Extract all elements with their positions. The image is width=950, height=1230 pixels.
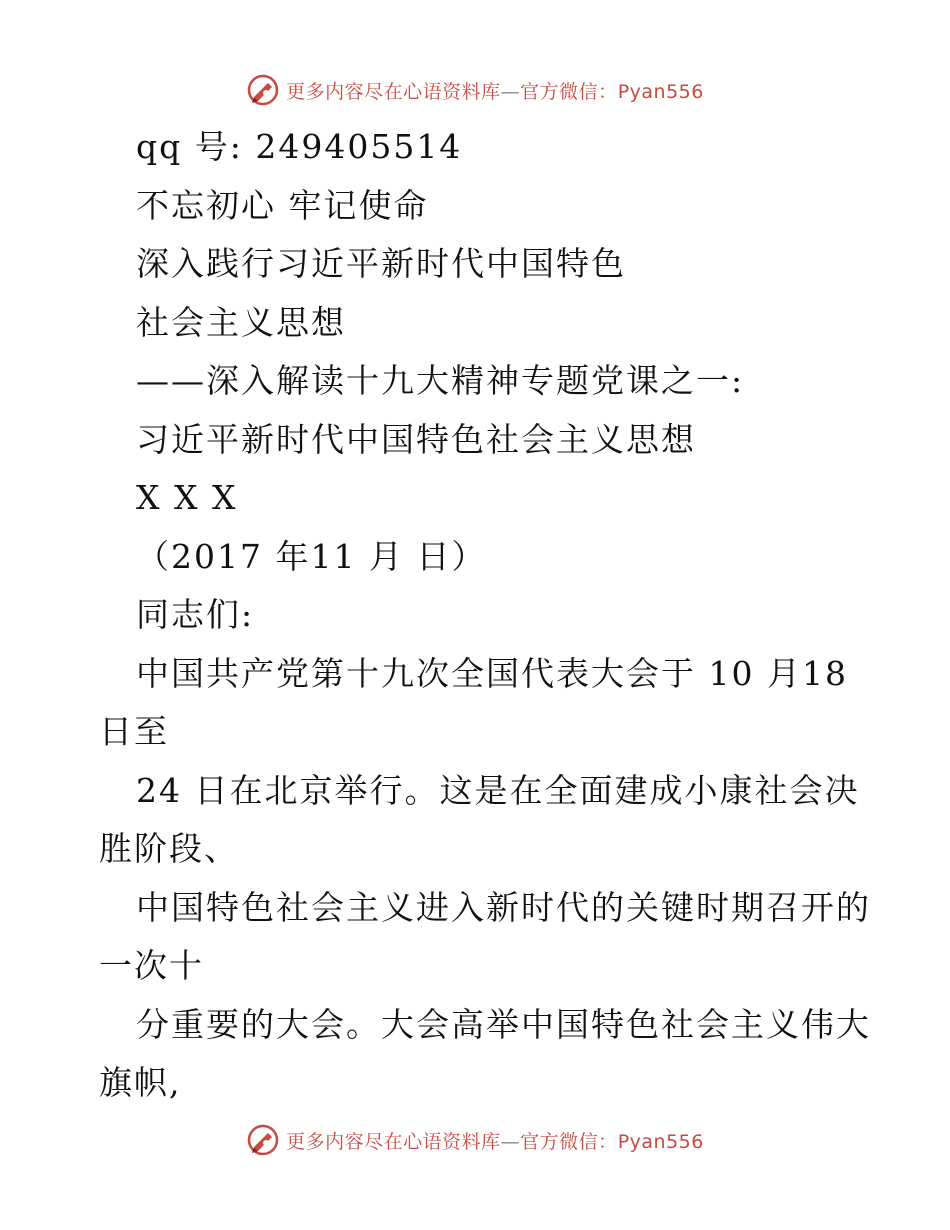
paragraph-line: 中国共产党第十九次全国代表大会于 10 月18 — [136, 653, 848, 693]
footer-banner-handle: Pyan556 — [617, 1130, 704, 1153]
footer-banner-inner — [246, 1123, 704, 1157]
header-banner — [0, 72, 950, 108]
footer-banner — [0, 1122, 950, 1158]
paragraph-line: 中国特色社会主义进入新时代的关键时期召开的 — [136, 887, 871, 927]
paragraph-line: 分重要的大会。大会高举中国特色社会主义伟大 — [136, 1004, 871, 1044]
pen-logo-icon — [246, 73, 280, 107]
salutation-line: 同志们: — [136, 595, 255, 634]
paragraph-line: 日至 — [99, 712, 169, 751]
paragraph-line: 胜阶段、 — [99, 829, 239, 868]
footer-banner-text — [286, 1127, 704, 1154]
subtitle-line-2: 习近平新时代中国特色社会主义思想 — [136, 419, 696, 459]
header-banner-dash: — — [500, 80, 521, 103]
title-line-2: 社会主义思想 — [136, 302, 346, 342]
footer-banner-dash: — — [500, 1130, 521, 1153]
slogan-line: 不忘初心 牢记使命 — [136, 185, 429, 225]
header-banner-handle: Pyan556 — [617, 80, 704, 103]
author-line: X X X — [136, 478, 238, 517]
footer-banner-prefix: 更多内容尽在心语资料库 — [286, 1130, 501, 1153]
header-banner-prefix: 更多内容尽在心语资料库 — [286, 80, 501, 103]
qq-line: qq 号: 249405514 — [136, 127, 463, 166]
paragraph-line: 一次十 — [99, 946, 204, 985]
paragraph-line: 旗帜, — [99, 1063, 182, 1102]
document-body — [0, 118, 950, 1113]
date-line: （2017 年11 月 日） — [136, 536, 487, 576]
header-banner-text — [286, 77, 704, 104]
title-line-1: 深入践行习近平新时代中国特色 — [136, 244, 626, 283]
paragraph-line: 24 日在北京举行。这是在全面建成小康社会决 — [136, 770, 860, 810]
footer-banner-label: 官方微信： — [520, 1130, 618, 1153]
subtitle-line: ——深入解读十九大精神专题党课之一: — [136, 361, 745, 400]
header-banner-inner — [246, 73, 704, 107]
pen-logo-icon — [246, 1123, 280, 1157]
header-banner-label: 官方微信： — [520, 80, 618, 103]
